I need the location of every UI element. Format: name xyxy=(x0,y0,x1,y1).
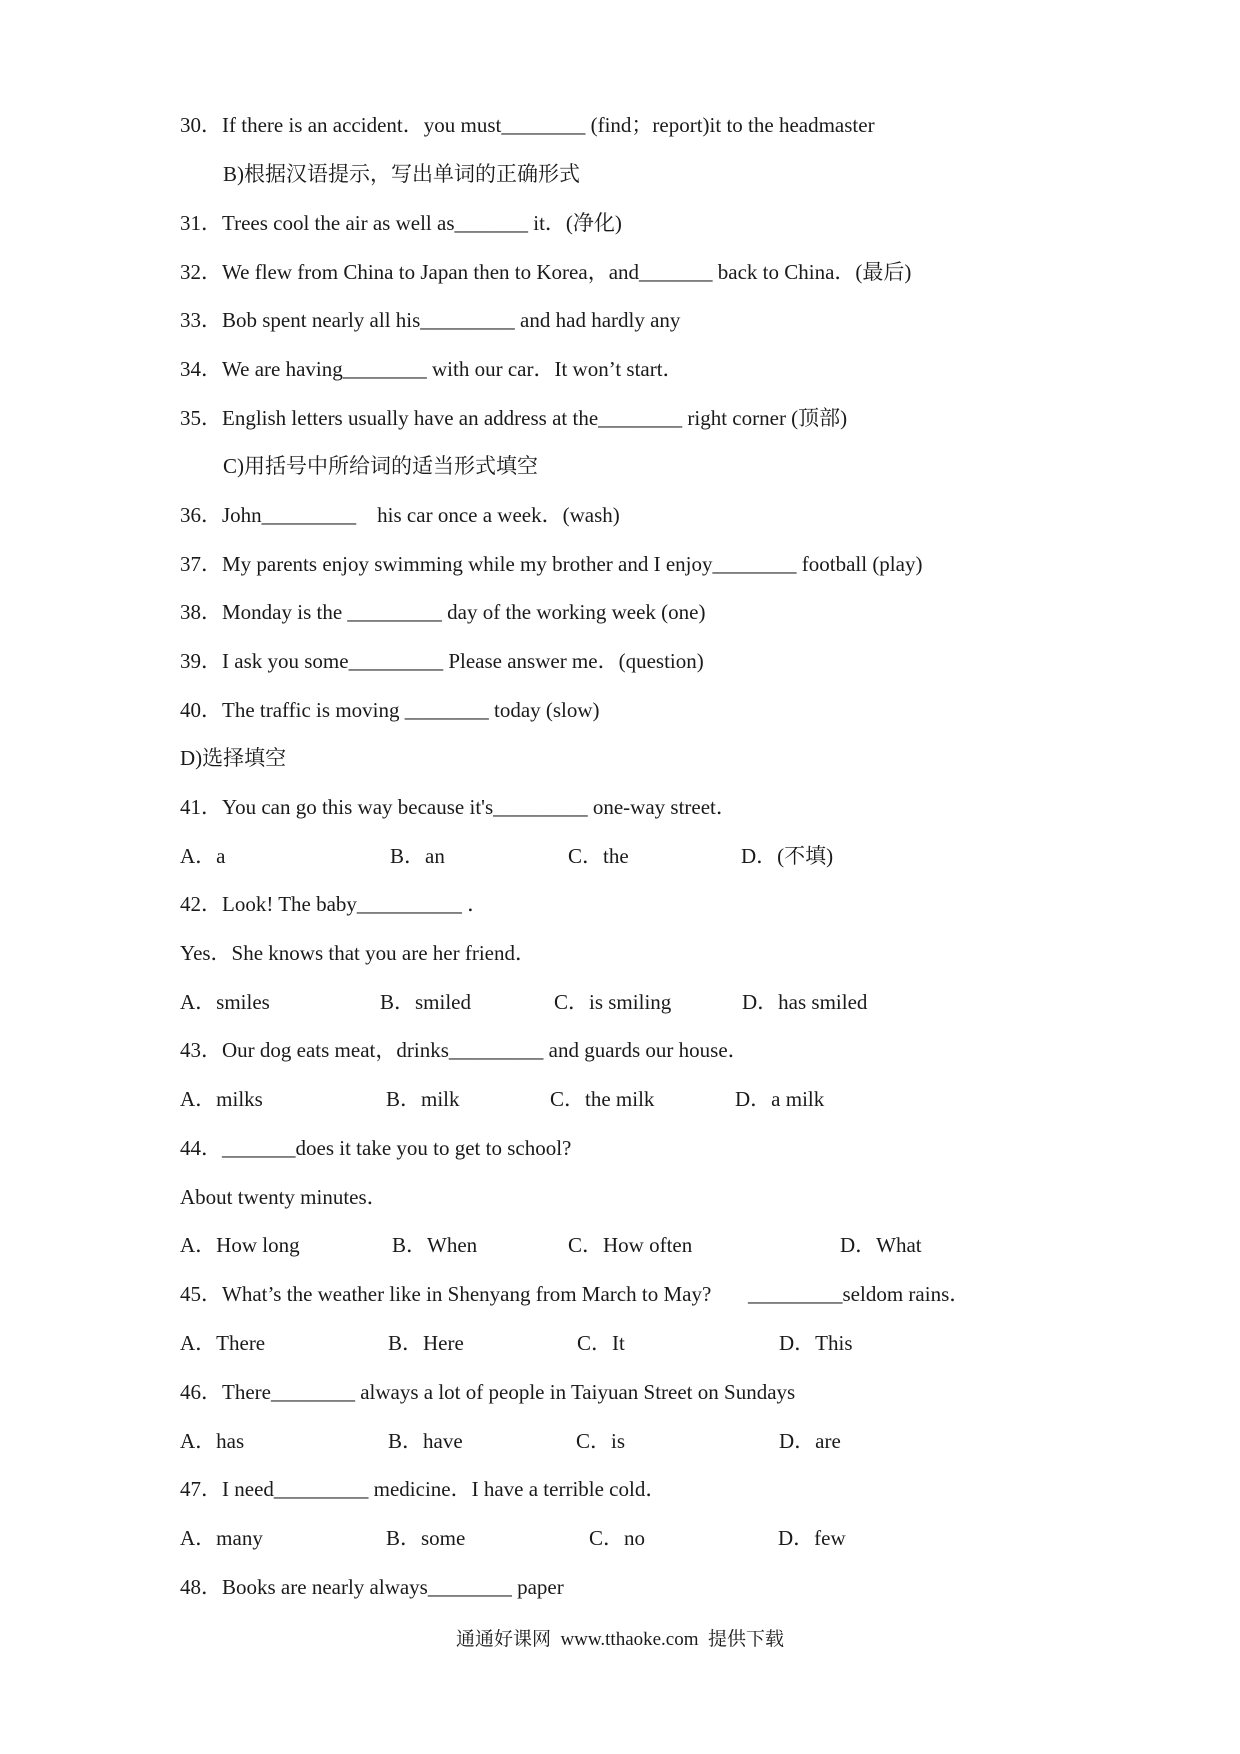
q41-option-d[interactable]: D．(不填) xyxy=(741,844,834,868)
q45-options xyxy=(180,1330,1080,1356)
q42-option-d[interactable]: D．has smiled xyxy=(742,990,868,1014)
question-37: 37．My parents enjoy swimming while my brother and I enjoy________ football (play) xyxy=(180,552,923,576)
q46-option-b[interactable]: B．have xyxy=(388,1429,463,1453)
q46-option-d[interactable]: D．are xyxy=(779,1429,841,1453)
question-30: 30．If there is an accident．you must________ (find；report)it to the headmaster xyxy=(180,113,875,137)
question-39: 39．I ask you some_________ Please answer me．(question) xyxy=(180,649,704,673)
q47-options xyxy=(180,1525,1080,1551)
question-35: 35．English letters usually have an address at the________ right corner (顶部) xyxy=(180,406,848,430)
q41-option-a[interactable]: A．a xyxy=(180,844,226,868)
q43-options xyxy=(180,1086,1080,1112)
q45-option-c[interactable]: C．It xyxy=(577,1331,625,1355)
q45-option-a[interactable]: A．There xyxy=(180,1331,266,1355)
q46-option-a[interactable]: A．has xyxy=(180,1429,245,1453)
question-46: 46．There________ always a lot of people in Taiyuan Street on Sundays xyxy=(180,1380,796,1404)
q43-option-a[interactable]: A．milks xyxy=(180,1087,263,1111)
q47-option-b[interactable]: B．some xyxy=(386,1526,466,1550)
question-47: 47．I need_________ medicine．I have a terrible cold． xyxy=(180,1477,667,1501)
question-44: 44．_______does it take you to get to school? xyxy=(180,1136,572,1160)
q47-option-d[interactable]: D．few xyxy=(778,1526,846,1550)
footer-source: 通通好课网 www.tthaoke.com 提供下载 xyxy=(455,1629,785,1650)
question-32: 32．We flew from China to Japan then to Korea，and_______ back to China．(最后) xyxy=(180,260,912,284)
section-d-heading: D)选择填空 xyxy=(180,746,287,770)
question-40: 40．The traffic is moving ________ today (slow) xyxy=(180,698,600,722)
q42-options xyxy=(180,989,1080,1015)
q42-option-b[interactable]: B．smiled xyxy=(380,990,472,1014)
q44-option-c[interactable]: C．How often xyxy=(568,1233,693,1257)
q46-options xyxy=(180,1428,1080,1454)
q43-option-b[interactable]: B．milk xyxy=(386,1087,460,1111)
q44-option-d[interactable]: D．What xyxy=(840,1233,922,1257)
q42-option-a[interactable]: A．smiles xyxy=(180,990,270,1014)
question-34: 34．We are having________ with our car．It won’t start． xyxy=(180,357,684,381)
question-42: 42．Look! The baby__________ ． xyxy=(180,892,489,916)
q45-option-b[interactable]: B．Here xyxy=(388,1331,464,1355)
question-44-reply: About twenty minutes． xyxy=(180,1185,388,1209)
q41-options xyxy=(180,843,1080,869)
q47-option-c[interactable]: C．no xyxy=(589,1526,646,1550)
q43-option-d[interactable]: D．a milk xyxy=(735,1087,825,1111)
question-33: 33．Bob spent nearly all his_________ and had hardly any xyxy=(180,308,681,332)
section-c-heading: C)用括号中所给词的适当形式填空 xyxy=(223,454,538,478)
q43-option-c[interactable]: C．the milk xyxy=(550,1087,655,1111)
question-43: 43．Our dog eats meat，drinks_________ and guards our house． xyxy=(180,1038,749,1062)
q44-option-a[interactable]: A．How long xyxy=(180,1233,300,1257)
q44-option-b[interactable]: B．When xyxy=(392,1233,478,1257)
question-31: 31．Trees cool the air as well as_______ it．(净化) xyxy=(180,211,622,235)
q42-option-c[interactable]: C．is smiling xyxy=(554,990,672,1014)
section-b-heading: B)根据汉语提示，写出单词的正确形式 xyxy=(223,162,580,186)
q47-option-a[interactable]: A．many xyxy=(180,1526,263,1550)
q44-options xyxy=(180,1232,1080,1258)
question-45: 45．What’s the weather like in Shenyang from March to May? _________seldom rains． xyxy=(180,1282,971,1306)
question-38: 38．Monday is the _________ day of the working week (one) xyxy=(180,600,706,624)
q41-option-b[interactable]: B．an xyxy=(390,844,445,868)
q45-option-d[interactable]: D．This xyxy=(779,1331,853,1355)
question-36: 36．John_________ his car once a week．(wash) xyxy=(180,503,620,527)
q46-option-c[interactable]: C．is xyxy=(576,1429,626,1453)
question-42-reply: Yes．She knows that you are her friend． xyxy=(180,941,536,965)
question-41: 41．You can go this way because it's_________ one-way street． xyxy=(180,795,737,819)
question-48: 48．Books are nearly always________ paper xyxy=(180,1575,564,1599)
q41-option-c[interactable]: C．the xyxy=(568,844,629,868)
